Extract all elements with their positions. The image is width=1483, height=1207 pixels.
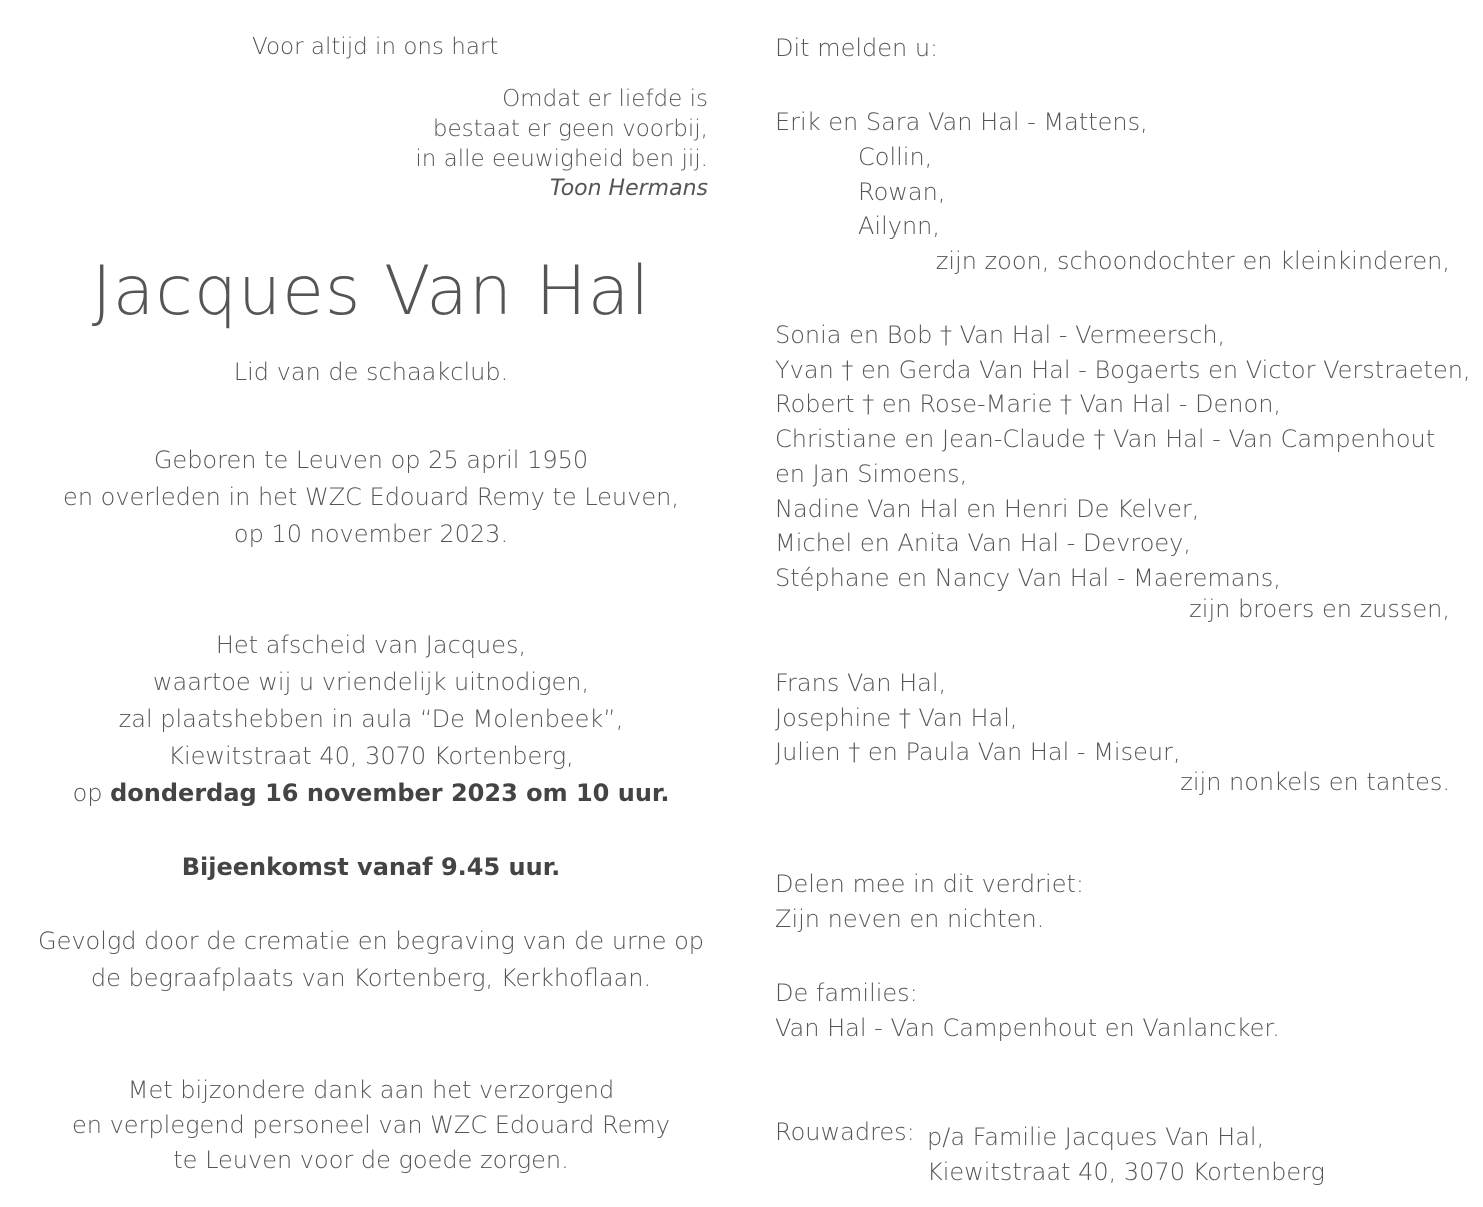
address-block	[927, 1120, 1325, 1189]
quote-line: in alle eeuwigheid ben jij.	[415, 146, 708, 172]
thanks-block	[0, 1073, 742, 1178]
birth-death-block	[0, 442, 742, 553]
uncle-line: Frans Van Hal,	[775, 669, 947, 697]
thanks-line: Met bijzondere dank aan het verzorgend	[127, 1076, 615, 1104]
grandchild-line: Ailynn,	[858, 212, 941, 240]
intro-text: Dit melden u:	[775, 34, 939, 62]
deceased-name: Jacques Van Hal	[91, 252, 651, 331]
address-line: Kiewitstraat 40, 3070 Kortenberg	[927, 1157, 1325, 1186]
siblings-block	[775, 318, 1471, 596]
sibling-line: en Jan Simoens,	[775, 459, 968, 488]
uncle-line: Julien † en Paula Van Hal - Miseur,	[775, 738, 1181, 767]
farewell-date-prefix: op	[72, 779, 111, 807]
sibling-line: Robert † en Rose-Marie † Van Hal - Denon,	[775, 390, 1282, 419]
thanks-line: te Leuven voor de goede zorgen.	[173, 1146, 569, 1174]
share-block	[775, 867, 1084, 936]
farewell-line: Kiewitstraat 40, 3070 Kortenberg,	[168, 742, 574, 770]
siblings-role: zijn broers en zussen,	[1189, 595, 1450, 623]
sibling-line: Nadine Van Hal en Henri De Kelver,	[775, 494, 1200, 523]
uncle-line: Josephine † Van Hal,	[775, 703, 1018, 732]
uncles-block	[775, 666, 1181, 770]
quote-line: Omdat er liefde is	[502, 86, 708, 112]
quote	[415, 84, 708, 204]
quote-line: bestaat er geen voorbij,	[432, 116, 708, 142]
motto: Voor altijd in ons hart	[252, 34, 499, 60]
sibling-line: Christiane en Jean-Claude † Van Hal - Van Campenhout	[775, 425, 1436, 454]
thanks-line: en verplegend personeel van WZC Edouard Remy	[71, 1111, 670, 1139]
farewell-line: Het afscheid van Jacques,	[215, 631, 527, 659]
farewell-date-line	[0, 775, 742, 812]
birth-death-line: op 10 november 2023.	[233, 520, 509, 548]
cremation-line: de begraafplaats van Kortenberg, Kerkhoflaan.	[90, 964, 652, 992]
birth-death-line: Geboren te Leuven op 25 april 1950	[153, 446, 589, 474]
farewell-block	[0, 627, 742, 812]
sibling-line: Sonia en Bob † Van Hal - Vermeersch,	[775, 321, 1226, 349]
cremation-block	[0, 923, 742, 997]
share-line: Zijn neven en nichten.	[775, 904, 1045, 933]
families-line: Van Hal - Van Campenhout en Vanlancker.	[775, 1013, 1280, 1042]
role-text: Lid van de schaakclub.	[233, 358, 509, 386]
farewell-line: waartoe wij u vriendelijk uitnodigen,	[152, 668, 590, 696]
farewell-line: zal plaatshebben in aula “De Molenbeek”,	[118, 705, 624, 733]
address-label: Rouwadres:	[775, 1118, 915, 1146]
uncles-role: zijn nonkels en tantes.	[1180, 768, 1450, 796]
son-role: zijn zoon, schoondochter en kleinkinderen,	[935, 247, 1450, 275]
share-line: Delen mee in dit verdriet:	[775, 870, 1084, 898]
sibling-line: Stéphane en Nancy Van Hal - Maeremans,	[775, 563, 1281, 592]
families-block	[775, 976, 1280, 1045]
farewell-date: donderdag 16 november 2023 om 10 uur.	[110, 779, 670, 807]
sibling-line: Yvan † en Gerda Van Hal - Bogaerts en Victor Verstraeten,	[775, 355, 1471, 384]
quote-author: Toon Hermans	[549, 176, 708, 201]
sibling-line: Michel en Anita Van Hal - Devroey,	[775, 529, 1192, 558]
gathering-text: Bijeenkomst vanaf 9.45 uur.	[181, 853, 561, 881]
families-line: De families:	[775, 979, 918, 1007]
grandchild-line: Collin,	[858, 143, 933, 171]
birth-death-line: en overleden in het WZC Edouard Remy te Leuven,	[63, 483, 679, 511]
address-line: p/a Familie Jacques Van Hal,	[927, 1123, 1265, 1151]
cremation-line: Gevolgd door de crematie en begraving van de urne op	[37, 927, 705, 955]
son-line: Erik en Sara Van Hal - Mattens,	[775, 108, 1148, 136]
grandchild-line: Rowan,	[858, 178, 946, 206]
